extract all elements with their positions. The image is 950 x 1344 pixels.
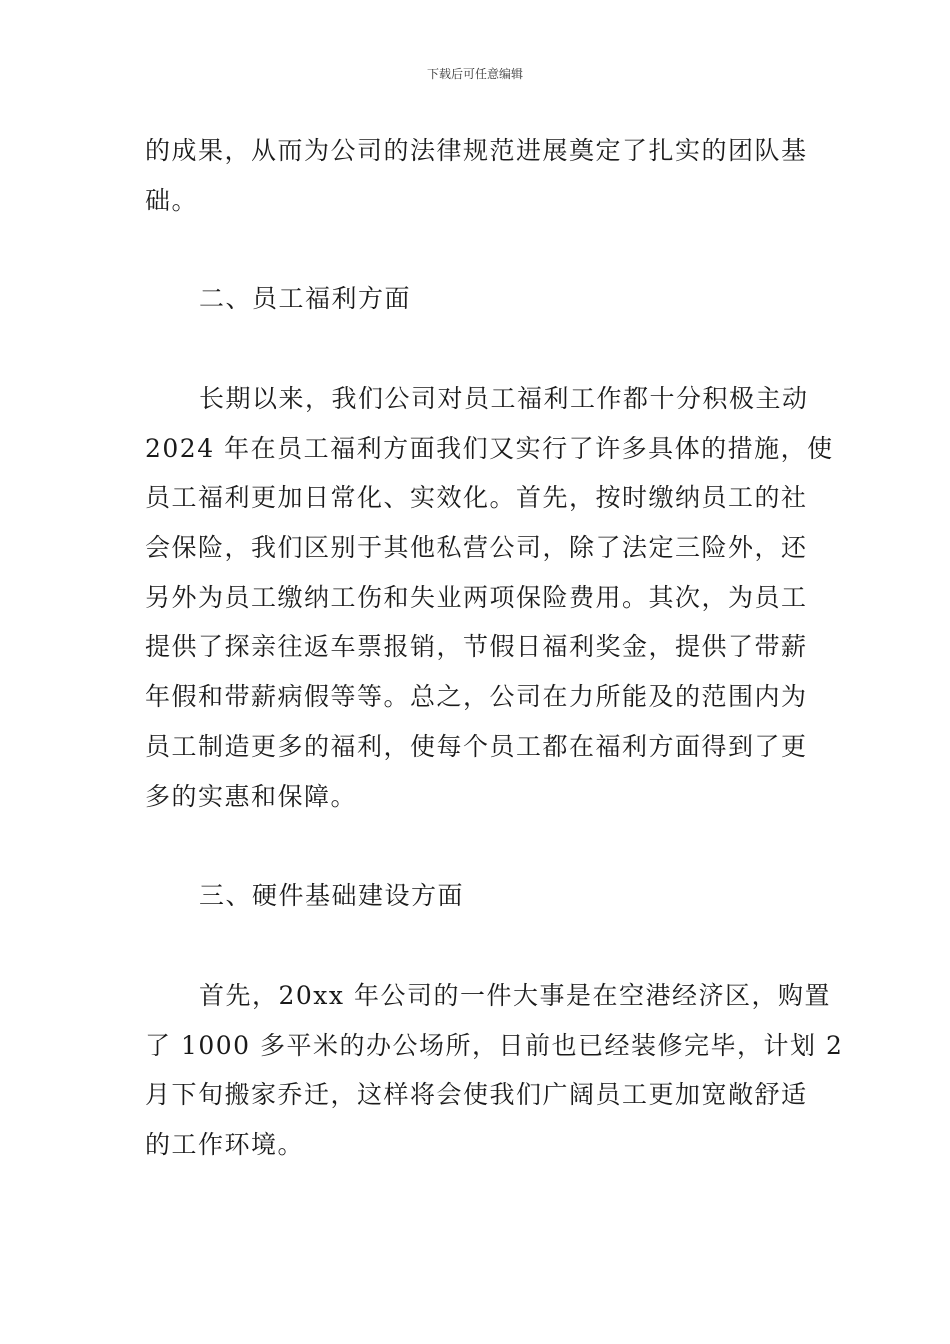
section-heading: 三、硬件基础建设方面 <box>199 881 465 910</box>
text-line: 员工福利更加日常化、实效化。首先，按时缴纳员工的社 <box>145 483 808 513</box>
text-line: 的成果，从而为公司的法律规范进展奠定了扎实的团队基 <box>145 136 808 165</box>
text-line: 另外为员工缴纳工伤和失业两项保险费用。其次，为员工 <box>145 582 808 612</box>
text-line: 长期以来，我们公司对员工福利工作都十分积极主动 <box>199 384 809 413</box>
section-heading: 二、员工福利方面 <box>199 284 412 313</box>
text-line: 首先，20xx 年公司的一件大事是在空港经济区，购置 <box>199 981 831 1010</box>
text-line: 多的实惠和保障。 <box>145 781 358 811</box>
text-line: 的工作环境。 <box>145 1130 305 1160</box>
text-line: 月下旬搬家乔迁，这样将会使我们广阔员工更加宽敞舒适 <box>145 1080 808 1110</box>
paragraph-hardware <box>145 971 844 1170</box>
text-line: 2024 年在员工福利方面我们又实行了许多具体的措施，使 <box>145 433 834 463</box>
page-header: 下载后可任意编辑 <box>426 67 523 81</box>
paragraph-employee-welfare <box>145 374 834 821</box>
text-line: 了 1000 多平米的办公场所，日前也已经装修完毕，计划 2 <box>145 1030 844 1060</box>
text-line: 提供了探亲往返车票报销，节假日福利奖金，提供了带薪 <box>145 632 808 662</box>
text-line: 年假和带薪病假等等。总之，公司在力所能及的范围内为 <box>145 682 808 712</box>
text-line: 础。 <box>145 185 199 215</box>
text-line: 会保险，我们区别于其他私营公司，除了法定三险外，还 <box>145 533 808 563</box>
section-heading-employee-welfare <box>145 274 813 324</box>
section-heading-hardware <box>145 871 813 921</box>
paragraph-intro <box>145 126 813 225</box>
text-line: 员工制造更多的福利，使每个员工都在福利方面得到了更 <box>145 731 808 761</box>
